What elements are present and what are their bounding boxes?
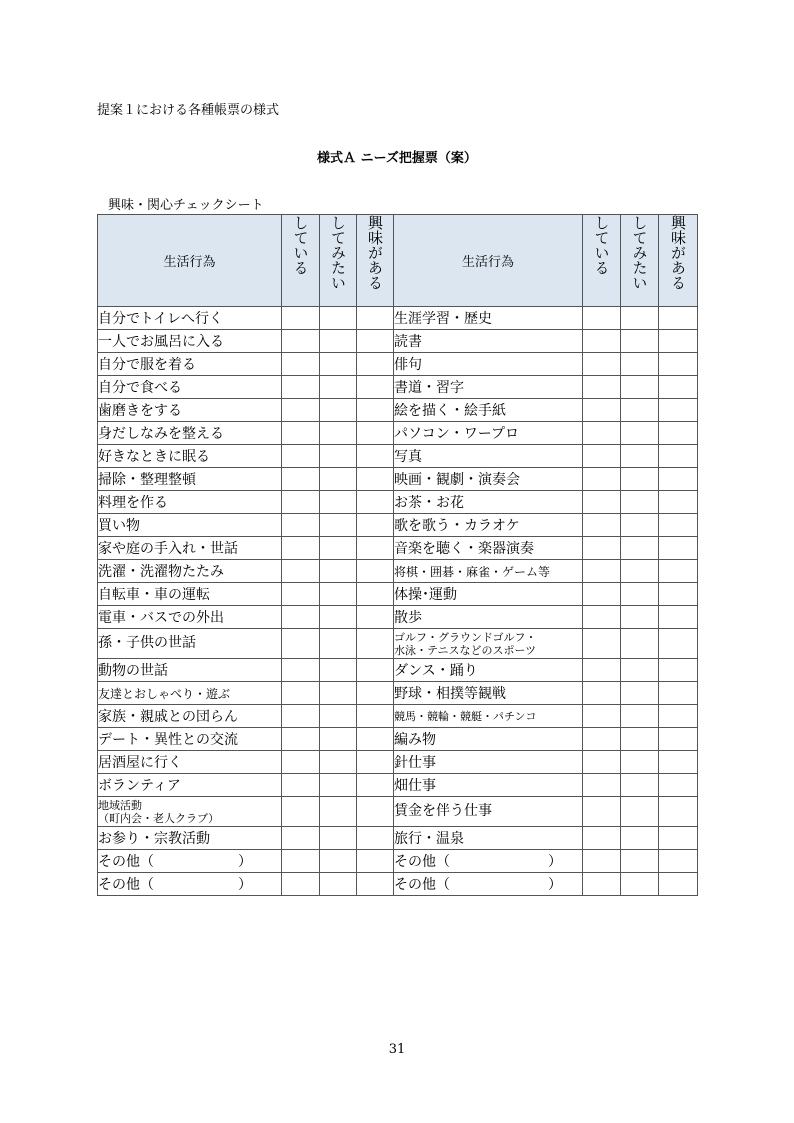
activity-left: その他（ ） — [98, 850, 282, 873]
table-row — [98, 827, 698, 850]
interest-checklist-table — [97, 214, 698, 896]
table-row — [98, 705, 698, 728]
activity-left: 掃除・整理整頓 — [98, 468, 282, 491]
interested-checkbox[interactable] — [357, 774, 394, 797]
want-checkbox[interactable] — [621, 797, 659, 827]
doing-checkbox[interactable] — [282, 330, 320, 353]
want-checkbox[interactable] — [621, 330, 659, 353]
activity-left: 一人でお風呂に入る — [98, 330, 282, 353]
activity-right: 読書 — [394, 330, 583, 353]
activity-left: 動物の世話 — [98, 659, 282, 682]
interested-checkbox[interactable] — [659, 422, 698, 445]
table-row — [98, 659, 698, 682]
doing-header-right: している — [583, 215, 621, 307]
want-checkbox[interactable] — [320, 797, 357, 827]
want-checkbox[interactable] — [621, 705, 659, 728]
interested-checkbox[interactable] — [357, 330, 394, 353]
activity-header-right: 生活行為 — [394, 215, 583, 307]
interested-checkbox[interactable] — [659, 376, 698, 399]
interested-checkbox[interactable] — [659, 728, 698, 751]
activity-left: デート・異性との交流 — [98, 728, 282, 751]
table-row — [98, 514, 698, 537]
doing-checkbox[interactable] — [282, 376, 320, 399]
want-checkbox[interactable] — [320, 873, 357, 896]
interested-checkbox[interactable] — [357, 705, 394, 728]
interested-checkbox[interactable] — [659, 445, 698, 468]
doing-checkbox[interactable] — [282, 659, 320, 682]
interested-checkbox[interactable] — [357, 445, 394, 468]
want-checkbox[interactable] — [621, 353, 659, 376]
activity-left: 家や庭の手入れ・世話 — [98, 537, 282, 560]
table-row — [98, 560, 698, 583]
interested-checkbox[interactable] — [659, 353, 698, 376]
want-checkbox[interactable] — [320, 399, 357, 422]
doing-checkbox[interactable] — [583, 399, 621, 422]
activity-right: 音楽を聴く・楽器演奏 — [394, 537, 583, 560]
doing-checkbox[interactable] — [282, 682, 320, 705]
doing-checkbox[interactable] — [583, 728, 621, 751]
want-checkbox[interactable] — [621, 751, 659, 774]
table-row — [98, 751, 698, 774]
want-checkbox[interactable] — [621, 659, 659, 682]
interested-checkbox[interactable] — [659, 307, 698, 330]
activity-right: その他（ ） — [394, 850, 583, 873]
want-checkbox[interactable] — [320, 774, 357, 797]
doing-checkbox[interactable] — [583, 629, 621, 659]
doing-checkbox[interactable] — [282, 850, 320, 873]
form-title: 様式Ａ ニーズ把握票（案） — [317, 151, 477, 166]
activity-left: 身だしなみを整える — [98, 422, 282, 445]
interested-checkbox[interactable] — [659, 659, 698, 682]
activity-left: 好きなときに眠る — [98, 445, 282, 468]
activity-left: 家族・親戚との団らん — [98, 705, 282, 728]
doing-checkbox[interactable] — [282, 307, 320, 330]
want-checkbox[interactable] — [621, 606, 659, 629]
activity-right: ダンス・踊り — [394, 659, 583, 682]
doing-checkbox[interactable] — [583, 659, 621, 682]
doing-checkbox[interactable] — [282, 537, 320, 560]
doing-checkbox[interactable] — [282, 399, 320, 422]
interested-checkbox[interactable] — [357, 307, 394, 330]
want-checkbox[interactable] — [320, 705, 357, 728]
want-checkbox[interactable] — [621, 468, 659, 491]
doing-checkbox[interactable] — [583, 307, 621, 330]
activity-left: 電車・バスでの外出 — [98, 606, 282, 629]
activity-right: 映画・観劇・演奏会 — [394, 468, 583, 491]
table-row — [98, 682, 698, 705]
activity-left: 歯磨きをする — [98, 399, 282, 422]
interested-checkbox[interactable] — [659, 705, 698, 728]
doing-checkbox[interactable] — [583, 751, 621, 774]
activity-right: 絵を描く・絵手紙 — [394, 399, 583, 422]
table-row — [98, 606, 698, 629]
doing-checkbox[interactable] — [282, 560, 320, 583]
want-checkbox[interactable] — [320, 445, 357, 468]
activity-left: 孫・子供の世話 — [98, 629, 282, 659]
interested-checkbox[interactable] — [659, 629, 698, 659]
doing-checkbox[interactable] — [583, 850, 621, 873]
want-checkbox[interactable] — [621, 728, 659, 751]
activity-left: 地域活動 （町内会・老人クラブ） — [98, 797, 282, 827]
activity-right: 将棋・囲碁・麻雀・ゲーム等 — [394, 560, 583, 583]
activity-left: 自分で服を着る — [98, 353, 282, 376]
doing-checkbox[interactable] — [583, 682, 621, 705]
want-checkbox[interactable] — [621, 376, 659, 399]
interested-checkbox[interactable] — [357, 560, 394, 583]
want-checkbox[interactable] — [320, 307, 357, 330]
activity-right: 生涯学習・歴史 — [394, 307, 583, 330]
table-row — [98, 445, 698, 468]
interested-checkbox[interactable] — [659, 850, 698, 873]
doing-checkbox[interactable] — [282, 353, 320, 376]
interested-checkbox[interactable] — [659, 751, 698, 774]
activity-right: パソコン・ワープロ — [394, 422, 583, 445]
table-row — [98, 399, 698, 422]
activity-right: 体操･運動 — [394, 583, 583, 606]
doing-checkbox[interactable] — [282, 751, 320, 774]
activity-left: 自分で食べる — [98, 376, 282, 399]
doing-checkbox[interactable] — [583, 560, 621, 583]
activity-right: 野球・相撲等観戦 — [394, 682, 583, 705]
table-row — [98, 774, 698, 797]
doing-checkbox[interactable] — [583, 330, 621, 353]
doing-checkbox[interactable] — [282, 629, 320, 659]
activity-right: 俳句 — [394, 353, 583, 376]
doing-checkbox[interactable] — [282, 606, 320, 629]
doing-checkbox[interactable] — [583, 705, 621, 728]
activity-right: お茶・お花 — [394, 491, 583, 514]
header-row — [98, 215, 698, 307]
want-checkbox[interactable] — [621, 445, 659, 468]
want-checkbox[interactable] — [621, 827, 659, 850]
activity-left: ボランティア — [98, 774, 282, 797]
activity-left: お参り・宗教活動 — [98, 827, 282, 850]
doing-checkbox[interactable] — [282, 705, 320, 728]
interested-checkbox[interactable] — [659, 330, 698, 353]
interested-checkbox[interactable] — [357, 491, 394, 514]
doing-checkbox[interactable] — [583, 514, 621, 537]
activity-right: 競馬・競輪・競艇・パチンコ — [394, 705, 583, 728]
want-checkbox[interactable] — [320, 728, 357, 751]
want-checkbox[interactable] — [320, 560, 357, 583]
doing-checkbox[interactable] — [282, 422, 320, 445]
activity-left: 洗濯・洗濯物たたみ — [98, 560, 282, 583]
doing-header-left: している — [282, 215, 320, 307]
interested-checkbox[interactable] — [357, 514, 394, 537]
interested-checkbox[interactable] — [357, 399, 394, 422]
table-row — [98, 307, 698, 330]
doing-checkbox[interactable] — [583, 445, 621, 468]
interested-checkbox[interactable] — [659, 873, 698, 896]
doing-checkbox[interactable] — [583, 774, 621, 797]
activity-right: 歌を歌う・カラオケ — [394, 514, 583, 537]
doing-checkbox[interactable] — [282, 827, 320, 850]
table-row — [98, 468, 698, 491]
doing-checkbox[interactable] — [282, 873, 320, 896]
want-checkbox[interactable] — [621, 537, 659, 560]
table-row — [98, 728, 698, 751]
activity-left: 居酒屋に行く — [98, 751, 282, 774]
interested-checkbox[interactable] — [659, 606, 698, 629]
want-header-left: してみたい — [320, 215, 357, 307]
interested-checkbox[interactable] — [357, 827, 394, 850]
doing-checkbox[interactable] — [583, 606, 621, 629]
doing-checkbox[interactable] — [282, 583, 320, 606]
interested-checkbox[interactable] — [659, 468, 698, 491]
interested-checkbox[interactable] — [659, 774, 698, 797]
doing-checkbox[interactable] — [583, 797, 621, 827]
want-checkbox[interactable] — [320, 606, 357, 629]
doing-checkbox[interactable] — [583, 537, 621, 560]
want-checkbox[interactable] — [621, 583, 659, 606]
want-checkbox[interactable] — [621, 399, 659, 422]
interested-checkbox[interactable] — [357, 583, 394, 606]
interested-checkbox[interactable] — [357, 682, 394, 705]
interested-checkbox[interactable] — [357, 376, 394, 399]
table-row — [98, 491, 698, 514]
table-row — [98, 797, 698, 827]
activity-right: 畑仕事 — [394, 774, 583, 797]
page-number: 31 — [388, 1042, 406, 1057]
want-checkbox[interactable] — [320, 629, 357, 659]
activity-right: 針仕事 — [394, 751, 583, 774]
activity-right: 賃金を伴う仕事 — [394, 797, 583, 827]
want-checkbox[interactable] — [320, 850, 357, 873]
table-row — [98, 850, 698, 873]
interested-checkbox[interactable] — [659, 827, 698, 850]
activity-left: その他（ ） — [98, 873, 282, 896]
interested-checkbox[interactable] — [357, 606, 394, 629]
interested-checkbox[interactable] — [357, 422, 394, 445]
want-checkbox[interactable] — [621, 629, 659, 659]
interested-checkbox[interactable] — [357, 850, 394, 873]
want-checkbox[interactable] — [320, 353, 357, 376]
want-checkbox[interactable] — [621, 514, 659, 537]
want-checkbox[interactable] — [320, 468, 357, 491]
want-checkbox[interactable] — [320, 514, 357, 537]
doing-checkbox[interactable] — [282, 797, 320, 827]
activity-right: 書道・習字 — [394, 376, 583, 399]
table-row — [98, 583, 698, 606]
table-row — [98, 873, 698, 896]
doing-checkbox[interactable] — [583, 873, 621, 896]
want-checkbox[interactable] — [320, 682, 357, 705]
want-checkbox[interactable] — [621, 774, 659, 797]
table-row — [98, 422, 698, 445]
activity-right: 編み物 — [394, 728, 583, 751]
table-row — [98, 330, 698, 353]
want-checkbox[interactable] — [320, 330, 357, 353]
activity-left: 自分でトイレへ行く — [98, 307, 282, 330]
want-checkbox[interactable] — [621, 873, 659, 896]
activity-left: 料理を作る — [98, 491, 282, 514]
want-checkbox[interactable] — [621, 682, 659, 705]
table-row — [98, 376, 698, 399]
table-row — [98, 537, 698, 560]
interested-checkbox[interactable] — [659, 537, 698, 560]
want-checkbox[interactable] — [320, 537, 357, 560]
activity-right: 散歩 — [394, 606, 583, 629]
interested-header-left: 興味がある — [357, 215, 394, 307]
interested-checkbox[interactable] — [357, 537, 394, 560]
doing-checkbox[interactable] — [282, 728, 320, 751]
doing-checkbox[interactable] — [282, 491, 320, 514]
doing-checkbox[interactable] — [583, 422, 621, 445]
want-checkbox[interactable] — [320, 751, 357, 774]
want-checkbox[interactable] — [320, 583, 357, 606]
want-checkbox[interactable] — [320, 422, 357, 445]
doing-checkbox[interactable] — [282, 514, 320, 537]
interested-checkbox[interactable] — [659, 399, 698, 422]
activity-right: その他（ ） — [394, 873, 583, 896]
doing-checkbox[interactable] — [583, 353, 621, 376]
want-checkbox[interactable] — [621, 422, 659, 445]
interested-checkbox[interactable] — [357, 629, 394, 659]
doing-checkbox[interactable] — [282, 468, 320, 491]
interested-checkbox[interactable] — [357, 659, 394, 682]
doing-checkbox[interactable] — [583, 491, 621, 514]
want-checkbox[interactable] — [621, 307, 659, 330]
interested-checkbox[interactable] — [659, 583, 698, 606]
activity-right: 写真 — [394, 445, 583, 468]
want-checkbox[interactable] — [320, 659, 357, 682]
intro-caption: 提案１における各種帳票の様式 — [97, 103, 280, 118]
interested-checkbox[interactable] — [357, 468, 394, 491]
table-row — [98, 353, 698, 376]
activity-left: 友達とおしゃべり・遊ぶ — [98, 682, 282, 705]
activity-left: 自転車・車の運転 — [98, 583, 282, 606]
doing-checkbox[interactable] — [583, 827, 621, 850]
want-checkbox[interactable] — [621, 560, 659, 583]
interested-checkbox[interactable] — [659, 682, 698, 705]
doing-checkbox[interactable] — [583, 468, 621, 491]
table-row — [98, 629, 698, 659]
activity-right: ゴルフ・グラウンドゴルフ・ 水泳・テニスなどのスポーツ — [394, 629, 583, 659]
sheet-subtitle: 興味・関心チェックシート — [108, 198, 264, 213]
interested-checkbox[interactable] — [659, 514, 698, 537]
interested-checkbox[interactable] — [357, 797, 394, 827]
interested-checkbox[interactable] — [659, 491, 698, 514]
interested-checkbox[interactable] — [659, 560, 698, 583]
interested-header-right: 興味がある — [659, 215, 698, 307]
activity-right: 旅行・温泉 — [394, 827, 583, 850]
doing-checkbox[interactable] — [583, 376, 621, 399]
interested-checkbox[interactable] — [357, 728, 394, 751]
doing-checkbox[interactable] — [583, 583, 621, 606]
interested-checkbox[interactable] — [659, 797, 698, 827]
activity-header-left: 生活行為 — [98, 215, 282, 307]
interested-checkbox[interactable] — [357, 751, 394, 774]
doing-checkbox[interactable] — [282, 445, 320, 468]
doing-checkbox[interactable] — [282, 774, 320, 797]
want-checkbox[interactable] — [320, 491, 357, 514]
want-checkbox[interactable] — [320, 376, 357, 399]
interested-checkbox[interactable] — [357, 873, 394, 896]
want-header-right: してみたい — [621, 215, 659, 307]
activity-left: 買い物 — [98, 514, 282, 537]
want-checkbox[interactable] — [621, 850, 659, 873]
want-checkbox[interactable] — [320, 827, 357, 850]
want-checkbox[interactable] — [621, 491, 659, 514]
interested-checkbox[interactable] — [357, 353, 394, 376]
